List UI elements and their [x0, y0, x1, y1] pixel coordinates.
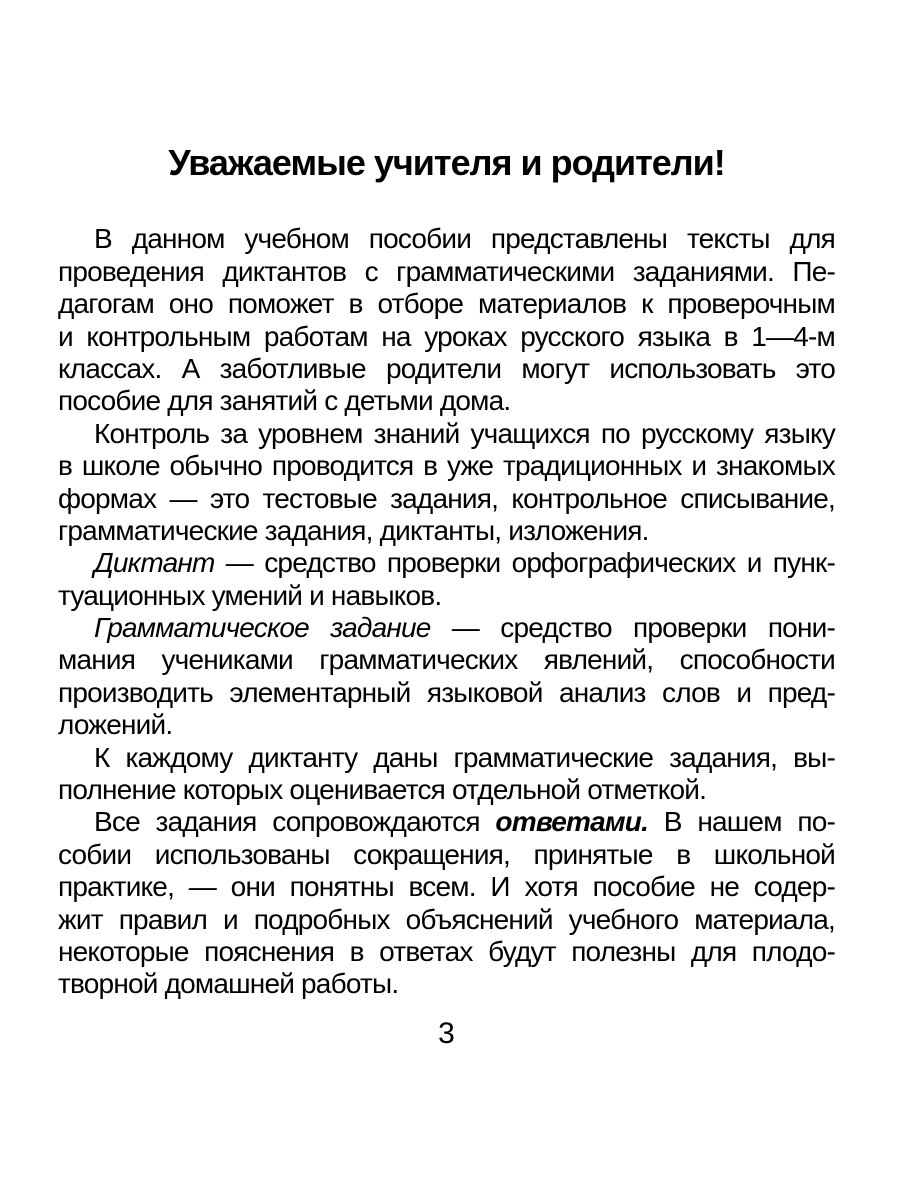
text-segment: производить элементарный языковой анализ слов и пред- [58, 676, 835, 708]
text-segment: полнение которых оценивается отдельной отметкой. [58, 774, 707, 806]
body-text [58, 223, 835, 1000]
text-segment: пособие для занятий с детьми дома. [58, 385, 511, 417]
text-segment: и контрольным работам на уроках русского языка в 1—4-м [58, 320, 835, 352]
paragraph [58, 223, 835, 417]
text-line [58, 223, 835, 255]
text-line [58, 677, 835, 709]
page-title: Уважаемые учителя и родители! [168, 142, 725, 183]
text-line [58, 385, 835, 417]
text-segment: В нашем по- [648, 806, 836, 838]
text-segment: Контроль за уровнем знаний учащихся по русскому языку [94, 417, 835, 449]
text-segment: дагогам оно поможет в отборе материалов к проверочным [58, 288, 835, 320]
text-segment: В данном учебном пособии представлены тексты для [94, 223, 835, 255]
text-line [58, 839, 835, 871]
paragraph [58, 612, 835, 742]
text-segment: — средство проверки пони- [430, 612, 835, 644]
text-segment: практике, — они понятны всем. И хотя пособие не содер- [58, 871, 835, 903]
text-line [58, 353, 835, 385]
text-line [58, 547, 835, 579]
text-segment: в школе обычно проводится в уже традиционных и знакомых [58, 450, 835, 482]
text-segment: творной домашней работы. [58, 968, 399, 1000]
text-segment: туационных умений и навыков. [58, 579, 442, 611]
text-line [58, 806, 835, 838]
text-line [58, 612, 835, 644]
page-number: 3 [438, 1016, 455, 1050]
text-segment: ложений. [58, 709, 173, 741]
paragraph [58, 742, 835, 807]
paragraph [58, 547, 835, 612]
text-segment: грамматические задания, диктанты, изложения. [58, 514, 649, 546]
text-line [58, 968, 835, 1000]
text-line [58, 936, 835, 968]
text-segment: некоторые пояснения в ответах будут полезны для плодо- [58, 935, 835, 967]
text-segment: собии использованы сокращения, принятые в школьной [58, 838, 835, 870]
text-segment-italic: Диктант [94, 547, 215, 579]
text-line [58, 644, 835, 676]
text-line [58, 256, 835, 288]
paragraph [58, 418, 835, 548]
text-line [58, 709, 835, 741]
text-line [58, 904, 835, 936]
text-line [58, 418, 835, 450]
text-line [58, 450, 835, 482]
text-line [58, 515, 835, 547]
text-segment: мания учениками грамматических явлений, способности [58, 644, 835, 676]
text-line [58, 321, 835, 353]
text-segment-italic: Грамматическое задание [94, 612, 431, 644]
text-line [58, 580, 835, 612]
text-segment: жит правил и подробных объяснений учебного материала, [58, 903, 835, 935]
text-segment: проведения диктантов с грамматическими заданиями. Пе- [58, 255, 835, 287]
text-line [58, 288, 835, 320]
text-line [58, 483, 835, 515]
text-segment: формах — это тестовые задания, контрольное списывание, [58, 482, 835, 514]
text-line [58, 871, 835, 903]
text-segment: — средство проверки орфографических и пунк- [214, 547, 835, 579]
text-segment: классах. А заботливые родители могут использовать это [58, 352, 835, 384]
text-line [58, 774, 835, 806]
paragraph [58, 806, 835, 1000]
text-segment: Все задания сопровождаются [94, 806, 496, 838]
text-segment-bolditalic: ответами. [495, 806, 649, 838]
text-line [58, 742, 835, 774]
text-segment: К каждому диктанту даны грамматические задания, вы- [94, 741, 835, 773]
